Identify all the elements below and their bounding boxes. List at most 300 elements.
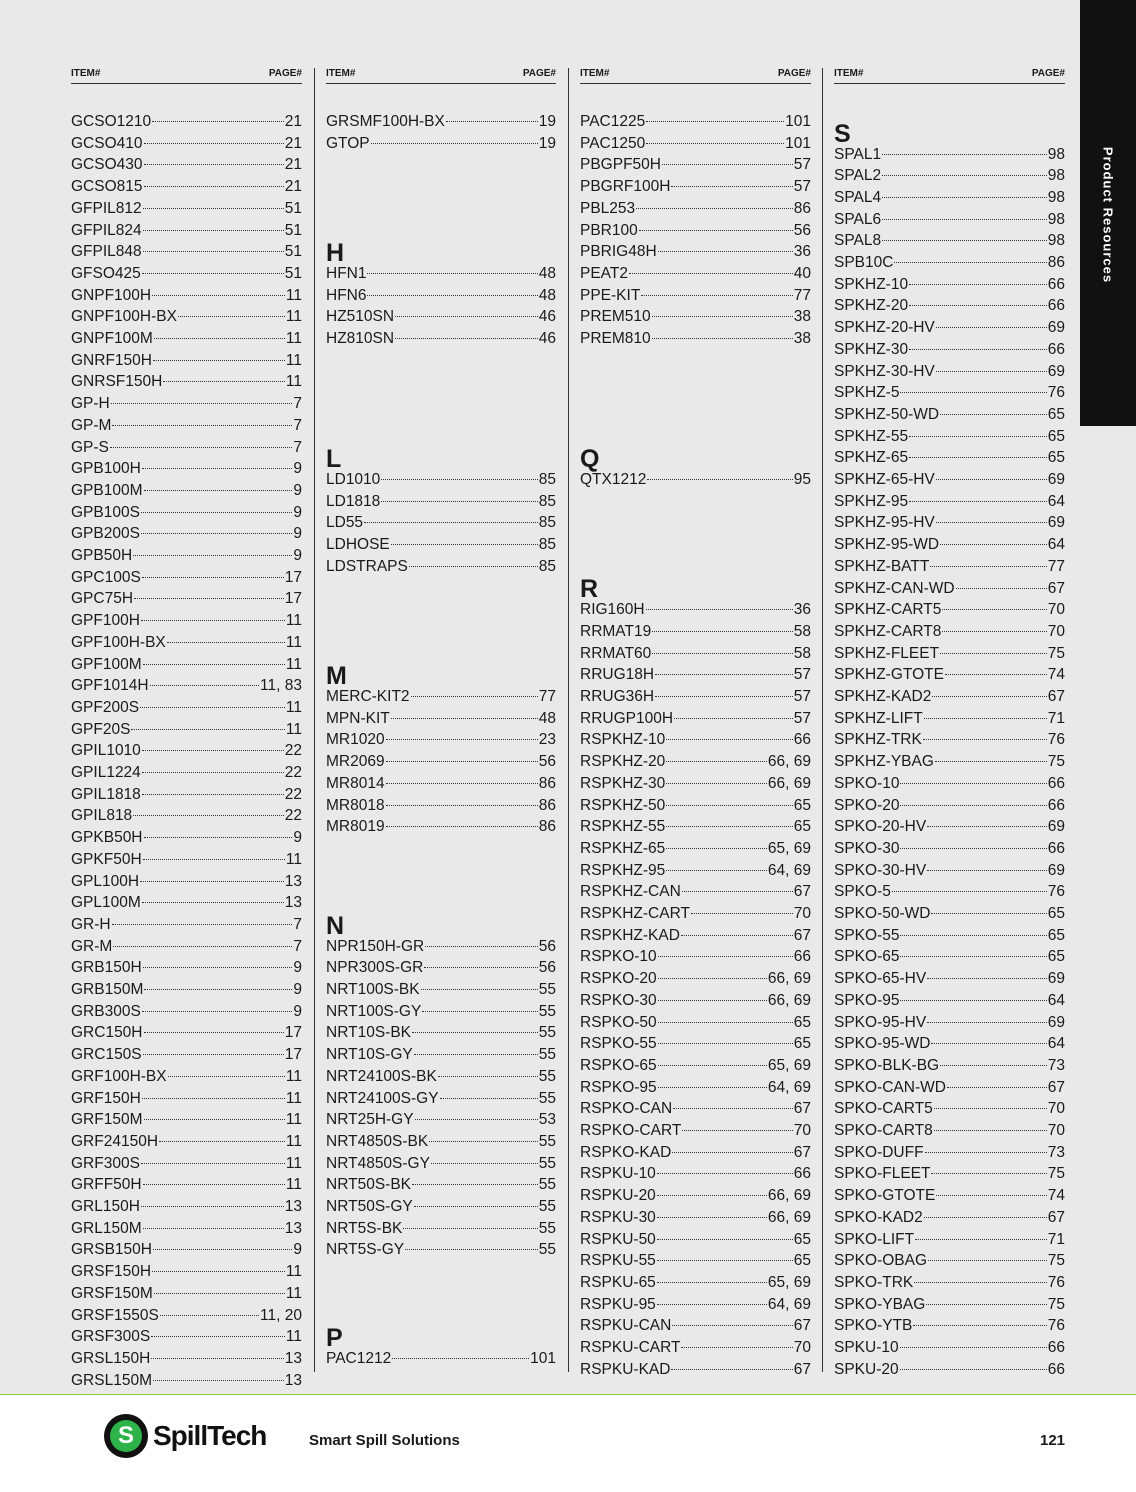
page-ref: 66, 69: [767, 1208, 811, 1226]
leader-dots: [391, 718, 538, 719]
index-entry: [326, 979, 556, 1001]
item-code: SPKO-YBAG: [834, 1295, 926, 1313]
leader-dots: [142, 577, 284, 578]
index-entry: [326, 133, 556, 155]
leader-dots: [673, 1108, 793, 1109]
leader-dots: [152, 1271, 285, 1272]
leader-dots: [112, 924, 293, 925]
index-entry: [71, 914, 302, 936]
item-code: SPKHZ-GTOTE: [834, 666, 944, 684]
leader-dots: [405, 1249, 538, 1250]
leader-dots: [936, 327, 1047, 328]
leader-dots: [909, 457, 1047, 458]
index-entry: [834, 230, 1065, 252]
index-entry: [834, 599, 1065, 621]
leader-dots: [438, 1076, 538, 1077]
index-entry: [326, 1174, 556, 1196]
page-ref: 21: [284, 113, 302, 130]
page-ref: 55: [538, 1002, 556, 1020]
page-ref: 53: [538, 1111, 556, 1129]
index-entry: [326, 111, 556, 133]
page-ref: 86: [1047, 254, 1065, 272]
index-entry: [834, 317, 1065, 339]
item-code: SPKO-BLK-BG: [834, 1056, 940, 1074]
index-entry: [71, 241, 302, 263]
leader-dots: [936, 479, 1047, 480]
index-entry: [834, 643, 1065, 665]
page-ref: 86: [538, 818, 556, 836]
item-code: SPKHZ-CART8: [834, 622, 942, 640]
page-ref: 66: [1047, 774, 1065, 792]
page-ref: 17: [284, 568, 302, 586]
index-entry: [834, 686, 1065, 708]
leader-dots: [900, 935, 1046, 936]
leader-dots: [140, 881, 284, 882]
item-code: LDHOSE: [326, 536, 390, 554]
page-ref: 69: [1047, 471, 1065, 489]
leader-dots: [646, 143, 784, 144]
item-code: NRT100S-BK: [326, 981, 420, 998]
leader-dots: [914, 1282, 1047, 1283]
index-entry: [326, 1348, 556, 1370]
page-ref: 69: [1047, 1013, 1065, 1031]
item-code: PBGRF100H: [580, 178, 671, 196]
page-ref: 64: [1047, 492, 1065, 510]
index-entry: [71, 480, 302, 502]
leader-dots: [141, 620, 285, 621]
leader-dots: [909, 305, 1047, 306]
page-ref: 64, 69: [767, 1078, 811, 1096]
leader-dots: [144, 490, 293, 491]
page-ref: 76: [1047, 731, 1065, 749]
page-ref: 75: [1047, 1252, 1065, 1270]
item-code: GFSO425: [71, 264, 141, 282]
index-entry: [71, 784, 302, 806]
item-code: SPKO-FLEET: [834, 1165, 931, 1183]
item-code: NRT25H-GY: [326, 1111, 414, 1129]
leader-dots: [940, 653, 1047, 654]
leader-dots: [425, 946, 538, 947]
index-entry: [71, 350, 302, 372]
page-header: PAGE#: [777, 68, 811, 79]
item-code: RSPKO-55: [580, 1035, 657, 1053]
leader-dots: [671, 1369, 792, 1370]
index-entry: [71, 849, 302, 871]
index-entry: [71, 415, 302, 437]
item-code: RSPKU-KAD: [580, 1360, 671, 1378]
leader-dots: [414, 1206, 538, 1207]
index-entry: [834, 968, 1065, 990]
page-ref: 66: [1047, 839, 1065, 857]
page-ref: 75: [1047, 1295, 1065, 1313]
leader-dots: [154, 1293, 285, 1294]
item-code: SPKHZ-30: [834, 340, 909, 358]
page-ref: 55: [538, 1024, 556, 1042]
index-entry: [71, 957, 302, 979]
index-entry: [326, 1131, 556, 1153]
index-entry: [326, 773, 556, 795]
page-ref: 70: [1047, 1122, 1065, 1140]
index-entry: [580, 198, 811, 220]
leader-dots: [913, 1325, 1046, 1326]
leader-dots: [641, 295, 792, 296]
item-code: GFPIL812: [71, 199, 142, 217]
index-entry: [834, 1272, 1065, 1294]
leader-dots: [931, 1173, 1046, 1174]
item-code: GRF150M: [71, 1111, 143, 1129]
item-code: SPKHZ-50-WD: [834, 405, 940, 423]
page-ref: 11: [285, 1111, 302, 1129]
index-entry: [71, 936, 302, 958]
leader-dots: [647, 479, 792, 480]
index-entry: [71, 1066, 302, 1088]
leader-dots: [133, 555, 292, 556]
leader-dots: [422, 1011, 537, 1012]
page-ref: 56: [538, 937, 556, 955]
leader-dots: [151, 1336, 285, 1337]
item-code: SPKHZ-YBAG: [834, 753, 934, 771]
page-ref: 66: [1047, 796, 1065, 814]
index-entry: [834, 860, 1065, 882]
leader-dots: [142, 468, 293, 469]
index-entry: [834, 578, 1065, 600]
leader-dots: [414, 1054, 538, 1055]
index-entry: [580, 990, 811, 1012]
item-code: RSPKU-CAN: [580, 1317, 672, 1335]
leader-dots: [681, 935, 793, 936]
page-ref: 57: [793, 688, 811, 706]
index-entry: [326, 795, 556, 817]
leader-dots: [386, 826, 538, 827]
item-code: RSPKO-10: [580, 948, 657, 966]
item-code: NRT5S-BK: [326, 1219, 403, 1237]
item-code: GRF300S: [71, 1154, 140, 1172]
index-entry: [580, 1077, 811, 1099]
leader-dots: [144, 1032, 284, 1033]
item-code: GRB150H: [71, 959, 142, 977]
item-code: GFPIL848: [71, 243, 142, 261]
leader-dots: [909, 284, 1047, 285]
leader-dots: [159, 1141, 285, 1142]
leader-dots: [666, 783, 767, 784]
leader-dots: [178, 316, 285, 317]
item-code: SPAL6: [834, 210, 882, 228]
index-entry: [834, 361, 1065, 383]
leader-dots: [371, 143, 538, 144]
page-ref: 21: [284, 178, 302, 196]
leader-dots: [386, 761, 538, 762]
index-entry: [326, 957, 556, 979]
leader-dots: [431, 1163, 538, 1164]
page-ref: 55: [538, 1154, 556, 1172]
item-code: SPAL4: [834, 188, 882, 206]
leader-dots: [892, 891, 1047, 892]
index-entry: [834, 165, 1065, 187]
leader-dots: [657, 1217, 767, 1218]
page-ref: 66: [1047, 275, 1065, 293]
leader-dots: [909, 349, 1047, 350]
leader-dots: [386, 739, 538, 740]
page-ref: 55: [538, 1176, 556, 1194]
item-code: RSPKO-30: [580, 991, 657, 1009]
page-ref: 65: [793, 818, 811, 836]
item-code: HZ510SN: [326, 308, 395, 326]
item-code: RSPKO-65: [580, 1056, 657, 1074]
leader-dots: [940, 1065, 1047, 1066]
index-entry: [71, 654, 302, 676]
page-ref: 13: [284, 1219, 302, 1237]
item-code: GCSO430: [71, 156, 143, 174]
index-entry: [71, 1370, 302, 1392]
index-entry: [580, 816, 811, 838]
index-entry: [580, 925, 811, 947]
page-ref: 67: [793, 1317, 811, 1335]
index-entry: [71, 1001, 302, 1023]
section-letter: L: [326, 445, 342, 474]
page-ref: 69: [1047, 319, 1065, 337]
page-header: PAGE#: [268, 68, 302, 79]
leader-dots: [144, 164, 284, 165]
page-ref: 56: [538, 753, 556, 771]
item-code: GRFF50H: [71, 1176, 142, 1194]
leader-dots: [956, 588, 1047, 589]
index-entry: [834, 404, 1065, 426]
page-ref: 74: [1047, 666, 1065, 684]
index-entry: [834, 990, 1065, 1012]
item-code: PPE-KIT: [580, 286, 641, 304]
page-ref: 22: [284, 764, 302, 781]
index-entry: [834, 664, 1065, 686]
page-ref: 66: [793, 731, 811, 749]
item-code: PREM810: [580, 330, 651, 347]
item-code: SPKHZ-20-HV: [834, 319, 935, 337]
item-code: RSPKO-CART: [580, 1122, 682, 1140]
page-ref: 77: [538, 688, 556, 706]
index-entry: [580, 133, 811, 155]
item-code: MR8018: [326, 796, 385, 814]
leader-dots: [882, 219, 1047, 220]
index-entry: [580, 1055, 811, 1077]
index-column-4: [834, 68, 1065, 1378]
item-code: HZ810SN: [326, 330, 395, 347]
index-entry: [834, 1229, 1065, 1251]
page-ref: 65: [793, 1035, 811, 1053]
index-entry: [71, 393, 302, 415]
item-code: GPF20S: [71, 720, 131, 738]
page-ref: 64, 69: [767, 861, 811, 879]
leader-dots: [142, 902, 284, 903]
item-code: MR1020: [326, 731, 385, 749]
index-entry: [71, 675, 302, 697]
page-ref: 64: [1047, 1035, 1065, 1053]
index-entry: [834, 144, 1065, 166]
page-ref: 65, 69: [767, 839, 811, 857]
item-code: SPKHZ-95: [834, 492, 909, 510]
index-entry: [326, 1109, 556, 1131]
item-code: PAC1212: [326, 1349, 392, 1367]
leader-dots: [936, 1195, 1046, 1196]
item-code: RRMAT60: [580, 644, 652, 662]
index-entry: [580, 1359, 811, 1381]
page-ref: 11: [285, 1132, 302, 1150]
index-entry: [71, 1305, 302, 1327]
page-ref: 46: [538, 308, 556, 326]
page-ref: 69: [1047, 362, 1065, 380]
page-ref: 67: [793, 1100, 811, 1118]
item-code: GPF100H-BX: [71, 633, 166, 651]
leader-dots: [143, 967, 293, 968]
item-code: SPKO-95: [834, 991, 900, 1009]
index-entry: [71, 328, 302, 350]
leader-dots: [163, 381, 285, 382]
index-column-2: [326, 68, 556, 1367]
index-entry: [71, 588, 302, 610]
page-ref: 13: [284, 1371, 302, 1389]
index-entry: [834, 1098, 1065, 1120]
item-code: RSPKU-20: [580, 1187, 656, 1205]
item-code: SPKHZ-KAD2: [834, 688, 932, 706]
leader-dots: [934, 1108, 1047, 1109]
index-entry: [71, 1196, 302, 1218]
leader-dots: [900, 805, 1046, 806]
leader-dots: [110, 447, 292, 448]
item-header: ITEM#: [580, 68, 610, 79]
index-entry: [580, 773, 811, 795]
item-code: GRSF1550S: [71, 1306, 159, 1324]
page-ref: 13: [284, 872, 302, 890]
index-entry: [580, 1033, 811, 1055]
index-entry: [834, 795, 1065, 817]
index-entry: [580, 860, 811, 882]
index-entry: [326, 708, 556, 730]
leader-dots: [446, 121, 538, 122]
page-ref: 101: [530, 1349, 556, 1367]
index-entry: [71, 610, 302, 632]
leader-dots: [900, 1347, 1047, 1348]
index-entry: [71, 762, 302, 784]
page-ref: 11, 20: [260, 1306, 302, 1324]
index-entry: [834, 469, 1065, 491]
leader-dots: [167, 642, 285, 643]
leader-dots: [657, 1195, 767, 1196]
page-ref: 11: [285, 373, 302, 391]
index-entry: [834, 925, 1065, 947]
leader-dots: [144, 1119, 285, 1120]
index-entry: [326, 285, 556, 307]
page-ref: 73: [1047, 1056, 1065, 1074]
leader-dots: [900, 392, 1046, 393]
item-code: SPKO-CART5: [834, 1100, 933, 1118]
logo-mark-icon: S: [104, 1414, 148, 1458]
leader-dots: [364, 522, 538, 523]
index-entry: [71, 176, 302, 198]
item-code: RRUG18H: [580, 666, 655, 684]
index-entry: [71, 1348, 302, 1370]
leader-dots: [652, 653, 793, 654]
page-ref: 67: [793, 926, 811, 944]
leader-dots: [927, 1022, 1047, 1023]
leader-dots: [133, 815, 284, 816]
page-ref: 17: [284, 590, 302, 608]
item-code: GP-M: [71, 416, 112, 434]
section-letter: Q: [580, 445, 600, 474]
page-ref: 76: [1047, 883, 1065, 901]
index-entry: [834, 1337, 1065, 1359]
leader-dots: [381, 479, 537, 480]
index-entry: [326, 1153, 556, 1175]
index-entry: [71, 154, 302, 176]
index-entry: [580, 111, 811, 133]
index-entry: [834, 382, 1065, 404]
leader-dots: [652, 631, 793, 632]
leader-dots: [682, 891, 793, 892]
page-ref: 98: [1047, 167, 1065, 185]
section-letter: P: [326, 1324, 343, 1353]
leader-dots: [367, 273, 537, 274]
section-letter: R: [580, 575, 599, 604]
item-code: GRSF150M: [71, 1284, 153, 1302]
page-ref: 67: [1047, 579, 1065, 597]
page-ref: 66: [1047, 340, 1065, 358]
item-code: GNRF150H: [71, 351, 152, 369]
leader-dots: [367, 295, 537, 296]
leader-dots: [882, 197, 1047, 198]
item-code: GNRSF150H: [71, 373, 163, 391]
page-ref: 7: [293, 416, 302, 434]
leader-dots: [143, 1184, 285, 1185]
item-code: RSPKHZ-10: [580, 731, 666, 749]
leader-dots: [153, 1380, 284, 1381]
page-ref: 13: [284, 894, 302, 912]
leader-dots: [154, 338, 285, 339]
item-code: LD55: [326, 514, 364, 532]
item-code: GRF150H: [71, 1089, 141, 1107]
page-ref: 86: [793, 199, 811, 217]
item-code: RSPKU-95: [580, 1295, 656, 1313]
item-code: SPAL1: [834, 145, 882, 163]
item-code: SPKHZ-CART5: [834, 601, 942, 619]
leader-dots: [142, 1011, 293, 1012]
item-code: GPB200S: [71, 525, 140, 543]
item-code: SPKO-DUFF: [834, 1143, 924, 1161]
item-code: SPB10C: [834, 254, 894, 272]
item-code: RSPKHZ-55: [580, 818, 666, 836]
index-entry: [71, 567, 302, 589]
index-entry: [71, 285, 302, 307]
item-code: RSPKO-50: [580, 1013, 657, 1031]
index-entry: [834, 1315, 1065, 1337]
page-ref: 36: [793, 601, 811, 619]
item-code: GPC75H: [71, 590, 134, 608]
leader-dots: [657, 1173, 793, 1174]
item-code: SPKO-95-WD: [834, 1035, 931, 1053]
leader-dots: [657, 1239, 793, 1240]
index-entry: [834, 881, 1065, 903]
leader-dots: [658, 1065, 767, 1066]
item-code: NPR300S-GR: [326, 959, 424, 977]
leader-dots: [666, 739, 792, 740]
column-header: [580, 68, 811, 84]
column-header: [834, 68, 1065, 84]
item-code: RSPKHZ-95: [580, 861, 666, 879]
item-code: RSPKO-CAN: [580, 1100, 673, 1118]
page-ref: 66, 69: [767, 991, 811, 1009]
item-code: GCSO815: [71, 178, 143, 196]
item-code: SPKO-GTOTE: [834, 1187, 936, 1205]
page-ref: 7: [293, 438, 302, 456]
page-ref: 101: [785, 113, 811, 130]
leader-dots: [636, 208, 793, 209]
